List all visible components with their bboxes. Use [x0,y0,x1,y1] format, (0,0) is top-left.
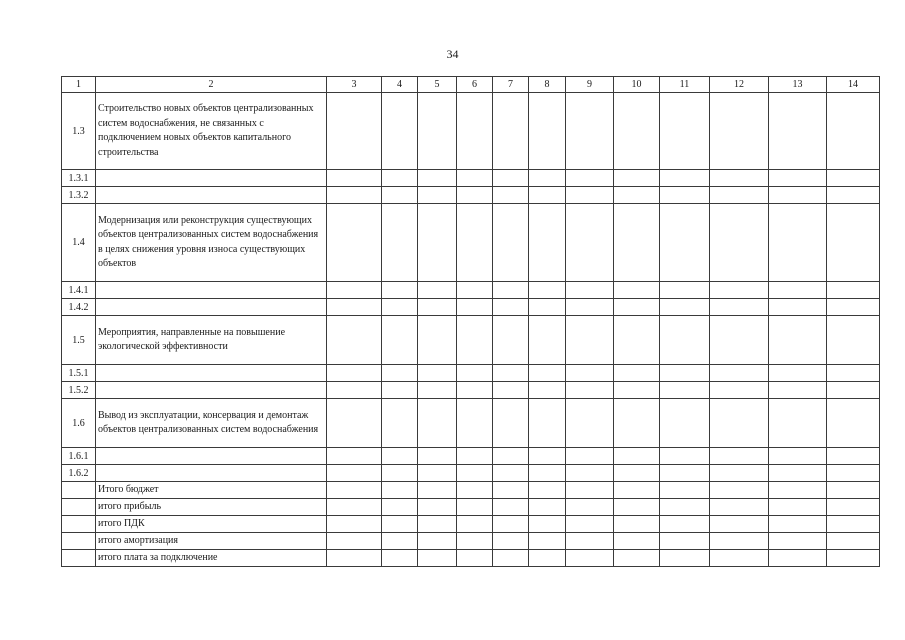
value-cell [418,282,457,299]
value-cell [493,382,529,399]
row-number-cell: 1.4.2 [62,299,96,316]
header-cell: 2 [96,77,327,93]
value-cell [827,365,880,382]
value-cell [327,448,382,465]
row-number-cell [62,516,96,533]
value-cell [457,316,493,365]
value-cell [493,533,529,550]
value-cell [614,516,660,533]
value-cell [566,382,614,399]
value-cell [418,170,457,187]
value-cell [710,187,769,204]
row-number-cell: 1.5 [62,316,96,365]
value-cell [710,550,769,567]
value-cell [493,448,529,465]
value-cell [710,93,769,170]
value-cell [769,516,827,533]
value-cell [382,299,418,316]
header-cell: 1 [62,77,96,93]
value-cell [457,516,493,533]
value-cell [418,516,457,533]
value-cell [327,482,382,499]
value-cell [493,170,529,187]
value-cell [457,93,493,170]
value-cell [566,499,614,516]
value-cell [827,516,880,533]
value-cell [457,282,493,299]
value-cell [614,282,660,299]
value-cell [327,187,382,204]
value-cell [827,465,880,482]
value-cell [327,499,382,516]
value-cell [769,93,827,170]
value-cell [769,204,827,282]
value-cell [710,316,769,365]
header-cell: 6 [457,77,493,93]
value-cell [566,550,614,567]
value-cell [710,465,769,482]
header-cell: 3 [327,77,382,93]
value-cell [660,382,710,399]
value-cell [493,204,529,282]
value-cell [566,316,614,365]
value-cell [827,382,880,399]
value-cell [327,299,382,316]
value-cell [529,365,566,382]
value-cell [769,499,827,516]
value-cell [457,482,493,499]
value-cell [493,465,529,482]
value-cell [382,516,418,533]
row-name-cell: итого амортизация [96,533,327,550]
value-cell [769,465,827,482]
row-number-cell [62,550,96,567]
value-cell [566,533,614,550]
value-cell [827,399,880,448]
row-name-cell: итого прибыль [96,499,327,516]
value-cell [566,299,614,316]
value-cell [382,93,418,170]
value-cell [769,170,827,187]
value-cell [457,187,493,204]
table-row [62,187,880,204]
value-cell [566,170,614,187]
value-cell [418,187,457,204]
value-cell [457,382,493,399]
row-number-cell [62,482,96,499]
value-cell [660,465,710,482]
value-cell [418,482,457,499]
row-number-cell: 1.3 [62,93,96,170]
row-name-cell [96,282,327,299]
value-cell [418,299,457,316]
table-row [62,465,880,482]
header-cell: 5 [418,77,457,93]
row-number-cell [62,499,96,516]
value-cell [660,550,710,567]
row-number-cell: 1.4 [62,204,96,282]
value-cell [710,299,769,316]
value-cell [327,533,382,550]
value-cell [327,204,382,282]
value-cell [327,365,382,382]
value-cell [382,204,418,282]
value-cell [529,170,566,187]
value-cell [566,282,614,299]
header-cell: 7 [493,77,529,93]
value-cell [529,187,566,204]
row-number-cell [62,533,96,550]
value-cell [827,550,880,567]
value-cell [710,533,769,550]
value-cell [529,533,566,550]
table-row [62,170,880,187]
value-cell [457,448,493,465]
row-name-cell: итого плата за подключение [96,550,327,567]
value-cell [327,170,382,187]
value-cell [327,282,382,299]
row-name-cell [96,187,327,204]
value-cell [457,550,493,567]
value-cell [493,187,529,204]
table-row [62,282,880,299]
row-name-cell [96,299,327,316]
value-cell [457,204,493,282]
value-cell [493,499,529,516]
value-cell [493,482,529,499]
value-cell [566,448,614,465]
value-cell [769,282,827,299]
table-row [62,533,880,550]
value-cell [529,465,566,482]
value-cell [827,499,880,516]
value-cell [418,448,457,465]
value-cell [710,382,769,399]
table-row [62,482,880,499]
value-cell [457,170,493,187]
value-cell [418,93,457,170]
value-cell [566,482,614,499]
value-cell [566,516,614,533]
table-row [62,382,880,399]
value-cell [382,499,418,516]
value-cell [660,533,710,550]
value-cell [418,399,457,448]
row-name-cell [96,448,327,465]
value-cell [457,299,493,316]
value-cell [710,204,769,282]
value-cell [614,465,660,482]
value-cell [660,204,710,282]
value-cell [660,448,710,465]
value-cell [493,399,529,448]
value-cell [418,550,457,567]
value-cell [382,382,418,399]
value-cell [493,282,529,299]
row-name-cell: Мероприятия, направленные на повышение экологической эффективности [96,316,327,365]
row-number-cell: 1.3.2 [62,187,96,204]
value-cell [457,499,493,516]
value-cell [827,204,880,282]
value-cell [327,93,382,170]
value-cell [827,170,880,187]
row-name-cell [96,170,327,187]
row-number-cell: 1.5.2 [62,382,96,399]
value-cell [493,365,529,382]
value-cell [457,365,493,382]
header-cell: 9 [566,77,614,93]
value-cell [769,482,827,499]
value-cell [660,482,710,499]
value-cell [710,365,769,382]
row-name-cell [96,465,327,482]
value-cell [529,382,566,399]
value-cell [614,365,660,382]
value-cell [769,399,827,448]
value-cell [529,499,566,516]
value-cell [418,316,457,365]
value-cell [493,299,529,316]
value-cell [418,533,457,550]
value-cell [614,316,660,365]
header-cell: 10 [614,77,660,93]
value-cell [769,187,827,204]
value-cell [769,365,827,382]
value-cell [327,382,382,399]
value-cell [660,282,710,299]
value-cell [710,448,769,465]
value-cell [769,316,827,365]
value-cell [457,465,493,482]
value-cell [382,550,418,567]
table-row [62,448,880,465]
value-cell [382,399,418,448]
header-cell: 4 [382,77,418,93]
value-cell [660,299,710,316]
value-cell [614,204,660,282]
table-row [62,299,880,316]
row-name-cell [96,382,327,399]
value-cell [382,365,418,382]
page-number: 34 [446,47,459,61]
value-cell [614,170,660,187]
value-cell [493,516,529,533]
value-cell [827,448,880,465]
value-cell [614,93,660,170]
value-cell [566,187,614,204]
row-name-cell: Строительство новых объектов централизованных систем водоснабжения, не связанных с подключением новых объектов капитального строительства [96,93,327,170]
table-row [62,365,880,382]
value-cell [827,482,880,499]
value-cell [827,299,880,316]
value-cell [660,170,710,187]
value-cell [493,93,529,170]
row-number-cell: 1.3.1 [62,170,96,187]
value-cell [614,448,660,465]
value-cell [614,382,660,399]
value-cell [769,550,827,567]
value-cell [382,448,418,465]
row-number-cell: 1.4.1 [62,282,96,299]
value-cell [382,316,418,365]
value-cell [529,316,566,365]
value-cell [566,93,614,170]
row-number-cell: 1.6.2 [62,465,96,482]
value-cell [827,282,880,299]
value-cell [660,93,710,170]
row-number-cell: 1.6 [62,399,96,448]
value-cell [529,282,566,299]
table-row [62,499,880,516]
value-cell [529,204,566,282]
value-cell [493,316,529,365]
header-cell: 13 [769,77,827,93]
value-cell [827,316,880,365]
row-name-cell: итого ПДК [96,516,327,533]
value-cell [614,499,660,516]
value-cell [769,448,827,465]
value-cell [327,399,382,448]
value-cell [529,448,566,465]
value-cell [614,187,660,204]
value-cell [710,499,769,516]
value-cell [566,365,614,382]
table-row [62,516,880,533]
header-cell: 12 [710,77,769,93]
value-cell [418,499,457,516]
value-cell [660,187,710,204]
value-cell [769,299,827,316]
value-cell [493,550,529,567]
row-number-cell: 1.6.1 [62,448,96,465]
value-cell [660,516,710,533]
table-row [62,204,880,282]
value-cell [382,187,418,204]
header-cell: 14 [827,77,880,93]
row-number-cell: 1.5.1 [62,365,96,382]
value-cell [457,533,493,550]
investment-table [61,76,880,567]
value-cell [529,550,566,567]
value-cell [382,282,418,299]
value-cell [418,465,457,482]
value-cell [614,299,660,316]
value-cell [529,399,566,448]
row-name-cell: Модернизация или реконструкция существующих объектов централизованных систем водоснабжения в целях снижения уровня износа существующих объектов [96,204,327,282]
value-cell [827,533,880,550]
table-row [62,550,880,567]
value-cell [382,482,418,499]
header-row [62,77,880,93]
value-cell [418,204,457,282]
value-cell [327,465,382,482]
value-cell [710,399,769,448]
value-cell [614,550,660,567]
value-cell [614,533,660,550]
value-cell [529,516,566,533]
value-cell [827,93,880,170]
value-cell [529,299,566,316]
value-cell [382,465,418,482]
value-cell [710,170,769,187]
table-row [62,399,880,448]
header-cell: 8 [529,77,566,93]
value-cell [614,399,660,448]
value-cell [660,399,710,448]
value-cell [457,399,493,448]
value-cell [418,365,457,382]
value-cell [566,399,614,448]
value-cell [710,482,769,499]
value-cell [566,465,614,482]
value-cell [660,316,710,365]
value-cell [382,170,418,187]
value-cell [660,499,710,516]
value-cell [660,365,710,382]
table-row [62,316,880,365]
value-cell [566,204,614,282]
value-cell [769,533,827,550]
header-cell: 11 [660,77,710,93]
value-cell [710,282,769,299]
row-name-cell: Итого бюджет [96,482,327,499]
value-cell [529,93,566,170]
table-row [62,93,880,170]
value-cell [529,482,566,499]
row-name-cell: Вывод из эксплуатации, консервация и демонтаж объектов централизованных систем водоснабжения [96,399,327,448]
value-cell [710,516,769,533]
value-cell [382,533,418,550]
row-name-cell [96,365,327,382]
value-cell [418,382,457,399]
value-cell [327,316,382,365]
value-cell [827,187,880,204]
value-cell [769,382,827,399]
value-cell [327,550,382,567]
value-cell [614,482,660,499]
value-cell [327,516,382,533]
